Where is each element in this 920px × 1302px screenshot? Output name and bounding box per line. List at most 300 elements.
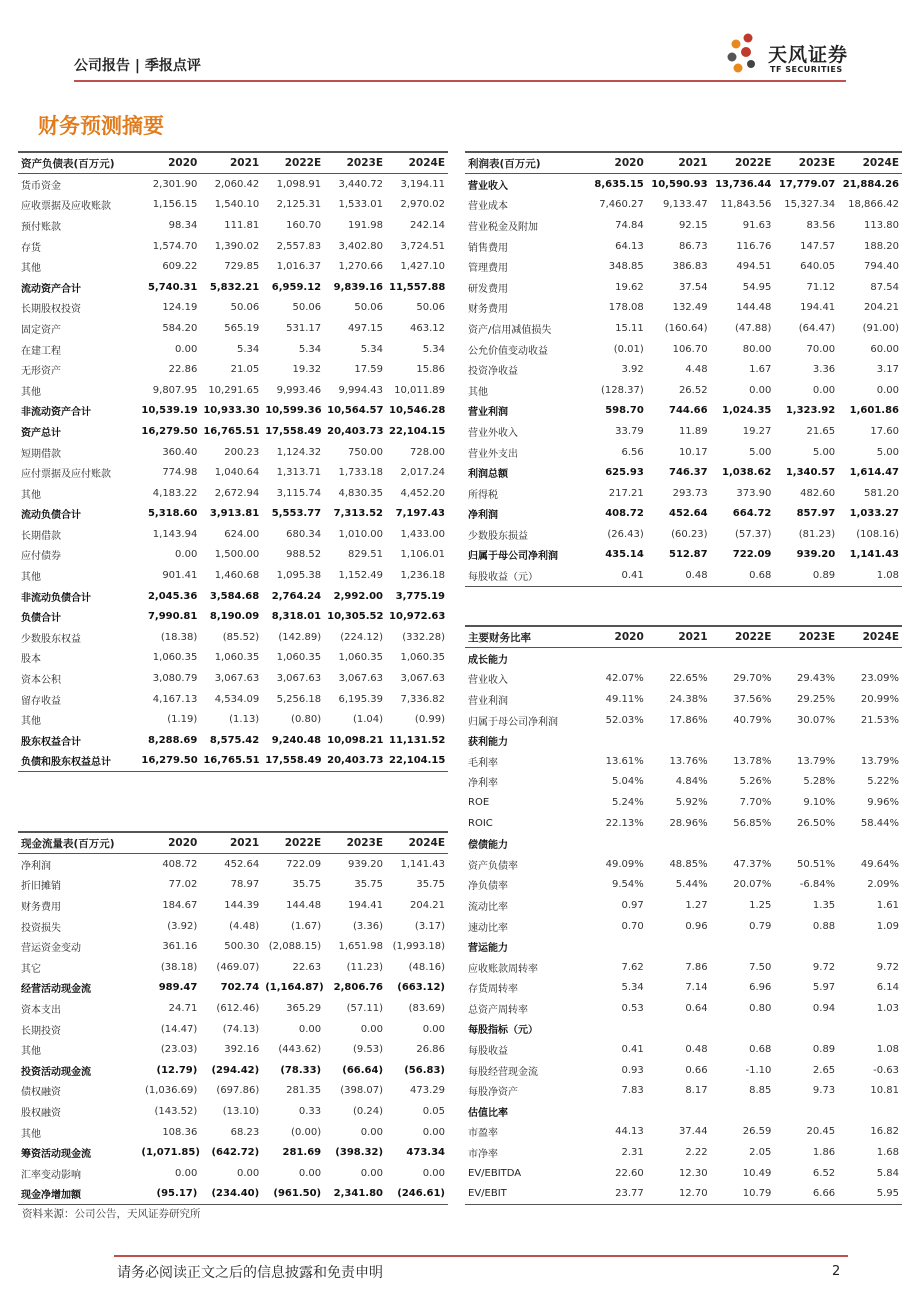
row-label: 成长能力 (468, 654, 508, 666)
cell-value: 939.20 (348, 858, 384, 870)
cell-value (838, 1019, 902, 1040)
cell-value: 1,574.70 (152, 240, 198, 252)
row-label: 市净率 (468, 1149, 498, 1161)
cell-value: 21.05 (230, 364, 260, 376)
cell-value: 5.00 (876, 446, 899, 458)
cell-value: 33.79 (615, 425, 644, 437)
row-label: 资本支出 (21, 1004, 61, 1016)
cell-value (583, 833, 647, 854)
cell-value: 1,038.62 (722, 467, 772, 479)
cell-value: 22.63 (292, 961, 322, 973)
cell-value: 598.70 (605, 405, 644, 417)
cell-value: 68.23 (230, 1126, 260, 1138)
cell-value: 5.97 (812, 982, 836, 994)
cell-value: 1,060.35 (276, 652, 322, 664)
cell-value: 360.40 (162, 446, 198, 458)
cell-value: (469.07) (216, 961, 260, 973)
table-row (18, 339, 448, 360)
row-label: 流动负债合计 (21, 510, 81, 522)
cell-value: (697.86) (216, 1085, 260, 1097)
row-label: 资本公积 (21, 675, 61, 687)
table-row (465, 1163, 902, 1184)
cell-value: 116.76 (736, 240, 772, 252)
cell-value: 2,060.42 (214, 178, 260, 190)
cell-value: 500.30 (224, 941, 260, 953)
table-row (465, 442, 902, 463)
cell-value: 10,305.52 (327, 611, 384, 623)
row-label: 财务费用 (468, 304, 508, 316)
cell-value: 5.34 (236, 343, 260, 355)
cell-value: 1,016.37 (276, 261, 322, 273)
cell-value: 19.32 (292, 364, 322, 376)
table-row (18, 1163, 448, 1184)
cell-value: (26.43) (607, 528, 644, 540)
year-header: 2021 (647, 626, 711, 648)
cell-value: 10,972.63 (389, 611, 446, 623)
table-row (18, 936, 448, 957)
cell-value: 373.90 (736, 487, 772, 499)
cell-value: 0.00 (236, 1167, 260, 1179)
row-label: 估值比率 (468, 1107, 508, 1119)
cell-value: 5.00 (812, 446, 836, 458)
cell-value: 71.12 (806, 281, 836, 293)
row-label: 管理费用 (468, 263, 508, 275)
cell-value: (3.17) (414, 920, 445, 932)
table-row (18, 1019, 448, 1040)
cell-value: (81.23) (798, 528, 836, 540)
cell-value: 0.93 (621, 1064, 644, 1076)
cell-value: 16,279.50 (138, 751, 200, 772)
cell-value: (9.53) (352, 1044, 384, 1056)
row-label: 市盈率 (468, 1128, 498, 1140)
table-row (18, 215, 448, 236)
cell-value: (14.47) (160, 1023, 198, 1035)
cell-value: 80.00 (742, 343, 772, 355)
cell-value: 584.20 (162, 322, 198, 334)
cell-value: 1,060.35 (400, 652, 445, 664)
table-row (465, 1080, 902, 1101)
year-header: 2022E (262, 152, 324, 174)
cell-value: 0.80 (749, 1002, 772, 1014)
cell-value: 408.72 (605, 508, 644, 520)
cell-value: 132.49 (672, 302, 708, 314)
table-row (18, 1122, 448, 1143)
row-label: 长期投资 (21, 1025, 61, 1037)
cell-value: (91.00) (862, 322, 899, 334)
cell-value: 1,010.00 (338, 528, 384, 540)
cell-value: 49.11% (605, 693, 644, 705)
table-title: 资产负债表(百万元) (18, 152, 138, 174)
cell-value: 144.48 (736, 302, 772, 314)
cell-value: 0.41 (583, 565, 647, 586)
cell-value: 15,327.34 (784, 199, 836, 211)
table-row (18, 277, 448, 298)
cell-value: 5.22% (867, 776, 899, 788)
cell-value: (56.83) (404, 1064, 445, 1076)
cell-value: 26.59 (742, 1126, 772, 1138)
cell-value: 463.12 (410, 322, 445, 334)
cell-value: (1,164.87) (265, 982, 324, 994)
cell-value: 2.31 (621, 1147, 644, 1159)
cell-value: (663.12) (397, 982, 445, 994)
cell-value: 1.25 (749, 899, 772, 911)
row-label: 资产/信用减值损失 (468, 324, 552, 336)
cell-value (774, 648, 838, 669)
cell-value: (0.24) (352, 1105, 384, 1117)
cell-value: 9,240.48 (271, 734, 322, 746)
table-row (18, 380, 448, 401)
cell-value: (95.17) (138, 1184, 200, 1205)
table-row (18, 421, 448, 442)
cell-value: 64.13 (615, 240, 644, 252)
cell-value (583, 1019, 647, 1040)
table-row (18, 606, 448, 627)
cell-value: 49.64% (860, 858, 899, 870)
cell-value: 21.65 (806, 425, 836, 437)
section-heading-row (465, 1101, 902, 1122)
cell-value: 1.86 (812, 1147, 836, 1159)
table-row (18, 730, 448, 751)
cell-value: 83.56 (806, 219, 836, 231)
row-label: 预付账款 (21, 221, 61, 233)
cell-value (838, 936, 902, 957)
cell-value: (23.03) (160, 1044, 198, 1056)
year-header: 2021 (200, 152, 262, 174)
cell-value (647, 730, 711, 751)
row-label: 折旧摊销 (21, 881, 61, 893)
table-row (465, 545, 902, 566)
cell-value: 794.40 (864, 261, 899, 273)
table-row (18, 957, 448, 978)
cell-value: 87.54 (870, 281, 899, 293)
cell-value: 5.28% (803, 776, 836, 788)
cell-value: (48.16) (408, 961, 445, 973)
cell-value (583, 1101, 647, 1122)
cell-value: 482.60 (800, 487, 836, 499)
cell-value: 22,104.15 (389, 425, 446, 437)
table-row (465, 462, 902, 483)
cell-value: 42.07% (605, 673, 644, 685)
cell-value: 7,336.82 (400, 693, 445, 705)
cell-value: (11.23) (346, 961, 384, 973)
row-label: 资产负债率 (468, 860, 518, 872)
table-row (465, 710, 902, 731)
cell-value: 92.15 (678, 219, 708, 231)
cell-value: 111.81 (224, 219, 260, 231)
row-label: 营业外支出 (468, 448, 518, 460)
cell-value: 50.06 (416, 302, 445, 314)
cell-value: 58.44% (860, 817, 899, 829)
cell-value: 2,045.36 (147, 590, 198, 602)
cell-value: 91.63 (742, 219, 772, 231)
cell-value: 0.00 (360, 1126, 384, 1138)
row-label: 营业收入 (468, 675, 508, 687)
cell-value: 1.67 (749, 364, 772, 376)
row-label: 其它 (21, 963, 41, 975)
row-label: ROE (468, 796, 490, 808)
cell-value: 9.54% (612, 879, 644, 891)
cell-value (711, 833, 775, 854)
cell-value: 6.56 (621, 446, 644, 458)
cell-value: 4,452.20 (400, 487, 445, 499)
cell-value: 3,067.63 (400, 673, 445, 685)
cell-value: -6.84% (799, 879, 836, 891)
cell-value: 1,106.01 (400, 549, 445, 561)
row-label: 其他 (468, 386, 488, 398)
cell-value: 10.49 (742, 1167, 772, 1179)
row-label: 投资净收益 (468, 366, 518, 378)
table-row (465, 998, 902, 1019)
cell-value: 408.72 (162, 858, 198, 870)
table-row (465, 236, 902, 257)
table-row (465, 401, 902, 422)
cell-value: 452.64 (224, 858, 260, 870)
cell-value: (246.61) (386, 1184, 448, 1205)
cell-value: 5.26% (739, 776, 772, 788)
cell-value: 144.48 (286, 899, 322, 911)
table-row (18, 483, 448, 504)
cell-value: 194.41 (348, 899, 384, 911)
cell-value: 5.24% (612, 796, 644, 808)
cell-value: 6.96 (749, 982, 772, 994)
cell-value: 4,830.35 (338, 487, 384, 499)
table-row (465, 318, 902, 339)
cell-value: 5,256.18 (276, 693, 322, 705)
cell-value: (961.50) (262, 1184, 324, 1205)
table-row (18, 195, 448, 216)
table-row (18, 298, 448, 319)
cell-value: 22.65% (669, 673, 708, 685)
cell-value: 8.17 (685, 1085, 708, 1097)
cell-value: 1,033.27 (849, 508, 899, 520)
page-number: 2 (832, 1264, 841, 1279)
cell-value: 29.25% (797, 693, 836, 705)
cell-value: 60.00 (870, 343, 899, 355)
row-label: 财务费用 (21, 901, 61, 913)
cell-value: 3,584.68 (209, 590, 260, 602)
cell-value: 6.66 (774, 1183, 838, 1204)
cell-value: 1,427.10 (400, 261, 445, 273)
row-label: 其他 (21, 386, 41, 398)
cell-value: 20.99% (860, 693, 899, 705)
cell-value: 40.79% (733, 714, 772, 726)
cell-value (583, 648, 647, 669)
cell-value (838, 1101, 902, 1122)
cell-value: 7,197.43 (395, 508, 445, 520)
cell-value: 98.34 (168, 219, 198, 231)
row-label: EV/EBIT (465, 1183, 583, 1204)
cell-value: 7.62 (621, 961, 644, 973)
cell-value: 8,635.15 (594, 178, 644, 190)
row-label: 债权融资 (21, 1087, 61, 1099)
cell-value: 0.68 (711, 565, 775, 586)
cell-value: 1,152.49 (338, 570, 384, 582)
cell-value: 10,933.30 (203, 405, 260, 417)
cell-value: 348.85 (608, 261, 644, 273)
cell-value: 750.00 (348, 446, 384, 458)
source-note: 资料来源：公司公告，天风证券研究所 (22, 1208, 201, 1220)
table-row (465, 1122, 902, 1143)
row-label: 留存收益 (21, 695, 61, 707)
cell-value: 17,779.07 (778, 178, 836, 190)
cell-value: 50.06 (354, 302, 384, 314)
cell-value: (12.79) (156, 1064, 198, 1076)
table-row (18, 1142, 448, 1163)
table-row (465, 1039, 902, 1060)
cell-value: 1,098.91 (276, 178, 322, 190)
cell-value (647, 648, 711, 669)
table-row (465, 256, 902, 277)
row-label: 现金净增加额 (18, 1184, 138, 1205)
cell-value: 242.14 (410, 219, 445, 231)
cell-value: 640.05 (800, 261, 836, 273)
cell-value: 26.86 (416, 1044, 445, 1056)
table-row (465, 339, 902, 360)
cell-value: 106.70 (672, 343, 708, 355)
cell-value: 1,060.35 (338, 652, 384, 664)
cell-value: 1,060.35 (214, 652, 260, 664)
cell-value: 6,195.39 (338, 693, 384, 705)
table-row (18, 1101, 448, 1122)
cell-value: 26.52 (678, 384, 708, 396)
table-row (18, 854, 448, 875)
cell-value: -1.10 (745, 1064, 772, 1076)
cell-value: 24.71 (168, 1002, 198, 1014)
cell-value: 2,017.24 (400, 467, 445, 479)
table-row (18, 462, 448, 483)
cell-value: 0.00 (876, 384, 899, 396)
row-label: 归属于母公司净利润 (468, 716, 558, 728)
cell-value: 0.48 (685, 1044, 708, 1056)
cell-value: (1.04) (352, 714, 384, 726)
table-row (465, 751, 902, 772)
cell-value: 10.81 (870, 1085, 899, 1097)
cell-value: (3.92) (167, 920, 198, 932)
table-row (465, 1183, 902, 1204)
cell-value: 1,141.43 (849, 549, 899, 561)
cell-value: 1.03 (876, 1002, 899, 1014)
table-row (465, 895, 902, 916)
cell-value: (60.23) (671, 528, 708, 540)
cell-value: 10,011.89 (394, 384, 445, 396)
cell-value: 0.05 (422, 1105, 445, 1117)
cell-value: 47.37% (733, 858, 772, 870)
cell-value: 3,067.63 (214, 673, 260, 685)
cell-value: 9.72 (812, 961, 836, 973)
cell-value: 4.48 (685, 364, 708, 376)
row-label: 营业外收入 (468, 427, 518, 439)
cell-value: (224.12) (340, 631, 384, 643)
cell-value (647, 833, 711, 854)
table-row (18, 648, 448, 669)
table-row (18, 998, 448, 1019)
cell-value: 7.86 (685, 961, 708, 973)
cell-value: 9,993.46 (276, 384, 322, 396)
cell-value: 7.70% (739, 796, 772, 808)
cell-value: 5.34 (422, 343, 445, 355)
cell-value: (13.10) (222, 1105, 260, 1117)
cell-value: 0.88 (812, 920, 836, 932)
table-row (18, 875, 448, 896)
row-label: 应付债券 (21, 551, 61, 563)
cell-value (774, 1019, 838, 1040)
brand-name-en: TF SECURITIES (770, 65, 843, 74)
cell-value: 5.34 (298, 343, 322, 355)
cell-value: 194.41 (800, 302, 836, 314)
cell-value: 728.00 (410, 446, 445, 458)
cell-value: 1,270.66 (338, 261, 384, 273)
cell-value: 1,340.57 (785, 467, 836, 479)
row-label: 营业成本 (468, 201, 508, 213)
cell-value: 609.22 (162, 261, 198, 273)
cell-value: 5,740.31 (147, 281, 198, 293)
cell-value: (142.89) (278, 631, 322, 643)
table-title: 利润表(百万元) (465, 152, 583, 174)
cell-value: (47.88) (734, 322, 772, 334)
cell-value: 1,500.00 (214, 549, 260, 561)
row-label: 营业税金及附加 (468, 221, 538, 233)
row-label: 非流动负债合计 (21, 592, 91, 604)
table-row (465, 978, 902, 999)
cell-value: 494.51 (736, 261, 772, 273)
cell-value: 0.89 (774, 565, 838, 586)
row-label: 负债合计 (21, 613, 61, 625)
cell-value: (57.11) (346, 1002, 384, 1014)
row-label: 所得税 (468, 489, 498, 501)
table-row (18, 504, 448, 525)
cell-value: 9,839.16 (333, 281, 384, 293)
cell-value: 0.00 (360, 1023, 384, 1035)
cell-value (711, 936, 775, 957)
table-row (465, 813, 902, 834)
cell-value: 680.34 (286, 528, 322, 540)
cell-value: 1,141.43 (400, 858, 445, 870)
row-label: 营业利润 (468, 695, 508, 707)
cell-value: 722.09 (286, 858, 322, 870)
cell-value: (66.64) (342, 1064, 384, 1076)
cell-value: 13.79% (860, 755, 899, 767)
cell-value: 1.35 (812, 899, 836, 911)
cell-value (647, 936, 711, 957)
cell-value: 2,557.83 (276, 240, 322, 252)
cell-value: 1,390.02 (214, 240, 260, 252)
cell-value: 13.76% (669, 755, 708, 767)
cell-value (711, 648, 775, 669)
table-row (465, 669, 902, 690)
cell-value: 48.85% (669, 858, 708, 870)
year-header: 2021 (200, 832, 262, 854)
row-label: 速动比率 (468, 922, 508, 934)
row-label: 存货 (21, 242, 41, 254)
cell-value: (0.00) (291, 1126, 322, 1138)
row-label: 净负债率 (468, 881, 508, 893)
cell-value: 2,301.90 (152, 178, 198, 190)
cell-value (711, 1101, 775, 1122)
cell-value: 12.30 (678, 1167, 708, 1179)
section-heading-row (465, 833, 902, 854)
table-row (18, 401, 448, 422)
table-row (465, 215, 902, 236)
row-label: 每股净资产 (468, 1087, 518, 1099)
cell-value: 7,460.27 (599, 199, 644, 211)
cell-value: 939.20 (796, 549, 836, 561)
table-row (18, 916, 448, 937)
cell-value: 0.00 (749, 384, 772, 396)
cell-value: 7,990.81 (147, 611, 198, 623)
row-label: 净利润 (468, 510, 498, 522)
cell-value: 17,558.49 (265, 425, 322, 437)
row-label: 营运能力 (468, 943, 508, 955)
